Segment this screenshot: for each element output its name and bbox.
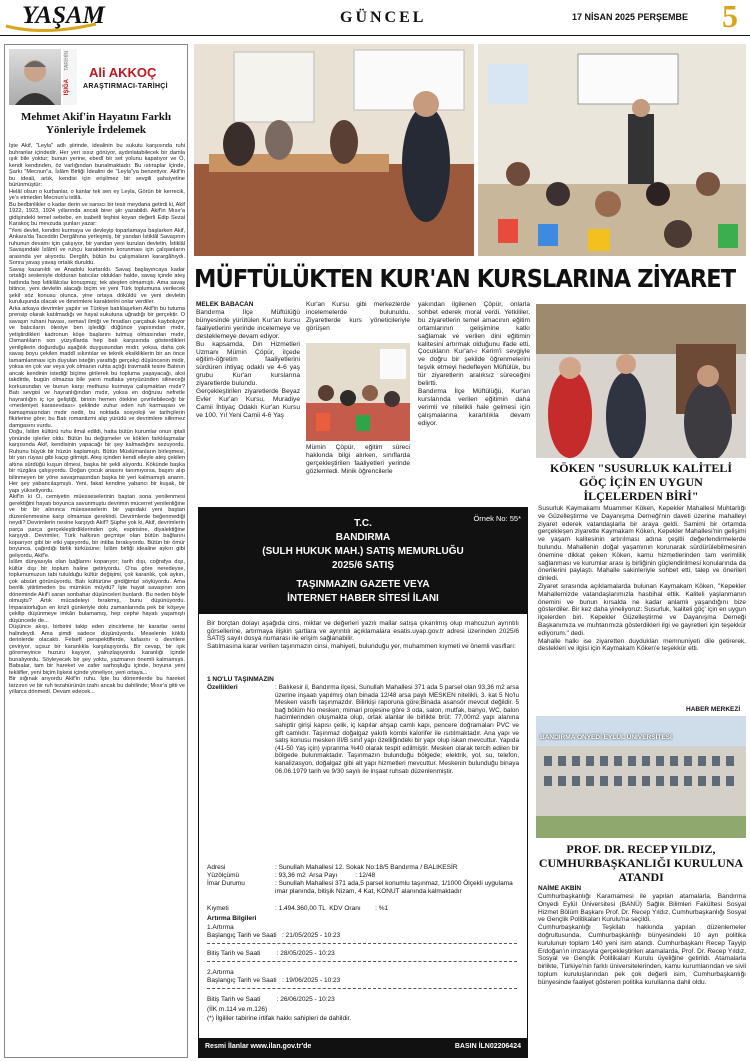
main-article-col1: Bandırma İlçe Müftülüğü bünyesinde yürütülen Kur'an kursu faaliyetlerini yerinde incelemeye ve desteklemeye devam ediyor. Bu kapsamda, Din Hizmetleri Uzmanı Mümin Çöpür, ilçede eğitim-öğretim faaliyetlerini sürdüren ihtiyaç odaklı ve 4-6 yaş grubu Kur'an kurslarına ziyaretlerde bulundu. Gerçekleştirilen ziyaretlerde Beyaz Evler Kur'an Kursu, Muradiye Camii İhtiyaç Odaklı Kur'an Kursu ve 100. Yıl Yeni Camii 4-6 Yaş <box>196 309 300 419</box>
row-label: Yüzölçümü <box>207 872 240 879</box>
masthead <box>0 0 750 36</box>
notice-features-label: Özellikleri <box>207 684 238 691</box>
notice-title-0: T.C. <box>354 518 372 529</box>
auction-1-end: Bitiş Tarih ve Saati : 28/05/2025 - 10:23 <box>207 950 335 957</box>
badge-bottom: IŞIĞA <box>64 79 70 96</box>
section-title: GÜNCEL <box>340 9 427 26</box>
banu-headline: PROF. DR. RECEP YILDIZ, CUMHURBAŞKANLIĞI KURULUNA ATANDI <box>538 842 744 884</box>
main-article-col3: yakından ilgilenen Çöpür, onlarla sohbet ederek moral verdi. Yetkililer, bu ziyaretlerin temel amacının eğitim ortamlarının gelişimine katkı sağlamak ve verilen dini eğitimin kalitesini artırmak olduğunu ifade etti. Çocukların Kur'an-ı Kerim'i sevgiyle ve doğru bir şekilde öğrenmelerini teşvik etmeyi hedefleyen Müftülük, bu tür ziyaretlerin aralıksız süreceğini belirtti. Bandırma İlçe Müftülüğü, Kur'an kurslarında verilen eğitimin daha verimli ve nitelikli hale gelmesi için çalışmalarına kararlılıkla devam ediyor. <box>418 301 530 427</box>
law-reference: (İİK m.114 ve m.126) <box>207 1006 268 1013</box>
notice-row-1 <box>207 872 519 880</box>
notice-title-1: BANDIRMA <box>335 532 391 543</box>
logo-text: YAŞAM <box>22 2 105 29</box>
notice-intro: Bir borçtan dolayı aşağıda cins, miktar ve değerleri yazılı mallar satışa çıkarılmış olup mahcuzun ayrıntılı görsellerine, artırmaya ilişkin şartlara ve ayrıntılı açıklamalara esatis.uyap.gov.tr adresi üzerinden 2025/6 SATIŞ sayılı dosya numarası ile erişim sağlanabilir. Satılmasına karar verilen taşınmazın cinsi, mahiyeti, bulunduğu yer, muhammen kıymeti ve önemli vasıfları: <box>207 620 519 650</box>
legal-notice <box>198 507 528 1058</box>
auction-2-end: Bitiş Tarih ve Saati : 26/06/2025 - 10:23 <box>207 996 335 1003</box>
auction-2-start: Başlangıç Tarih ve Saati : 19/06/2025 - 10:23 <box>207 977 341 984</box>
divider <box>207 943 517 944</box>
row-label: Kıymeti <box>207 905 229 912</box>
row-value: : Sunullah Mahallesi 371 ada,5 parsel konumlu taşınmaz, 1/1000 Ölçekli uygulama imar planında, bitişik Nizam, 4 Kat, KONUT alanında kalmaktadır <box>275 880 513 895</box>
auction-2-title: 2.Artırma <box>207 969 234 976</box>
row-value: : 1.494.360,00 TL KDV Oranı : %1 <box>275 905 389 912</box>
column-author-name: Ali AKKOÇ <box>89 65 157 80</box>
logo-swoosh-icon <box>4 2 144 32</box>
notice-title-5: İNTERNET HABER SİTESİ İLANI <box>287 593 439 604</box>
column-author-title: ARAŞTIRMACI-TARİHÇİ <box>83 83 168 90</box>
notice-footnote: (*) İlgililer tabirine irtifak hakkı sahipleri de dahildir. <box>207 1015 352 1022</box>
divider <box>207 961 517 962</box>
notice-row-3 <box>207 905 519 913</box>
page-number: 5 <box>722 0 738 34</box>
row-value: : 93,36 m2 Arsa Payı : 12/48 <box>275 872 376 879</box>
notice-number: Örnek No: 55* <box>473 514 521 523</box>
author-photo <box>9 49 61 105</box>
photo-classroom-left <box>194 44 474 256</box>
photo-koken-visit <box>536 304 746 458</box>
main-article-author: MELEK BABACAN <box>196 301 254 308</box>
photo-university <box>536 716 746 838</box>
column-body: İşte Akif, "Leyla" adlı şiirinde, idealinin bu sukutu karşısında ruhi buhranlar içindedir. Her yeri ıssız görüyor, aydınlatabilecek bir damla ışık bile yoktur; bunun yerine, ebedî bir set yolunu kapatıyor ve Ö, kendi kendinden, öz varlığından bunalmaktadır. Bu ıstıraplar içinde, Şarkı "Mecnun"a, İslâm Birliği İdealini de "Leyla"ya benzetiyor. Akif'in bu ideali, artık, kendisi için erişilmez bir sevgili şahsiyetine bürünmüştür: Helâl olsun o kurbanlar, o kanlar tek sen ey Leyla, Görün bir kerrecik, ye's etmeden Mecnun'u istilâ. Bu bedbinlikler o kadar derin ve sarsıcı bir tesir meydana getirdi ki, Akif 1922, 1923, 1924 yıllarında ancak birer şiir yazabildi. Akif'in Mısır'a gidişindeki temel sebebe, en isabetli teşhisi koyan değerli Edip Sezai Karakoç bu mevzuda şunları yazar: "Yeni devlet, kendini kurmaya ve devleyip toparlamaya başlarken Akif, Ankara'da Taceddin Dergâhına yerleşmiş, bir yandan İstiklâl Savaşının ruhunun devamı için çalışıyor, bir yandan yeni kurulan devletin, İstiklâl Savaşındaki İslâmî ve ruhçu karakterinin korunması için çalışanların arasında yer alıyordu. Dergâh, bütün bu çalışmaların karargâhıydı. Sonra yavaş yavaş ortalık duruldu. Savaş kazanıldı ve Anadolu kurtarıldı. Savaş başlayıncaya kadar ortalığı sesleniyle dolduran batıcılar oldukları halde, savaş içinde ateş hattında hep İstiklâlcılar konuşmuş; tek ateşten olmamıştı. Ama savaş bitince, yeni devletin alacağı biçim ve yeni Türk toplumuna verilecek şekil söz konusu olunca, yine ortaya döküldü ve yeni devletin kuruluşunda olacak ve devrimlere karakterini onlar verdiler. Arka arkaya devrimler yapılır ve Türkiye batılılaşırken Akif'in bu tutuma prensip olarak katılmadığı ve hayal sukutuna uğradığı bir gerçektir. O savaşın ruhani havası, semavî ilmiği ve fırsatları çarçabuk kayboluyor ve batıcıların ölesiye ben işlediği düğünce yapısından mıdır, yetiştirdikleri kadronun köşe başlarını tutmuş olmasından mıdır, Osmanlıların son yüzyıllarda hep batı karşısında gösterdikleri yenilgilerin doğurduğu aşağılık duygusundan mıdır, yoksa, daha çok savaş boyu çekilen maddî sıkıntılar ve teknik eksikliklerin bir an önce tamamlanması için duyulan isteğin yarattığı gerçekçi düşüncenin midir, yoksa en çok var veya yok olmanın ruhta açtığı travmatik tesire Batının ancak kendinin istediği biçime girilerek bu topluma yaşayacağı, aksi takdirde, bugün olmazsa bile yarın mutlaka yeryüzünden silineceği korkusundan ve bunun karşı methunu kurmaya çalışmaktan mıdır? Batı sevgisi ve hayranlığından mıdır, yoksa en doğrusu nefretle hayranlığın iç içe geliştiği, birinin hemen ötekine çevrilebileceği bir «medeniyet karasevdası» şeklinde zuhur eden ruh karmaşası ve kamaşmasından mıdır nedir, bu noktada sosyoloji ve tarihçilerin fikirlerine göre; bu Batı romantizmi alıp yürüdü ve devrimlere silinmez damgasını vurdu. Doğu, İslâm kültürü ruhu ilmal edildi, hatta bütün kurumlar onun iptali yönünde işlerler oldu. Bütün bu değişmeler ve köklen farklılaşmalar karşısında Akif, kendisinin yapacağı bir şey kalmadığını sezuyordu. Ruhunu büyük bir hüzün kaplamıştı. Bütün Müslümanların birleşmesi, bir yarı rüyası gibi kaçıp gitmişti. Ateş içinden kendi elleyle ateş çekilen altına sürdüğü kuşun ölmesi, başka bir şekli alıyordu. Kökünde başka bir rüzgâra çalışıyordu. Doğan çocuk anasını tanımıyorsa, başını alıp bilinmeyen bir yöne savaşmasından başka bir yeri kalmamıştı anarın. Her şey yabancılaşmıştı. Yeni, fakat kendine yabancı bir kuşak, bir yapı yükseliyordu. Akif'in ki O, cemiyetin müesseselerinin baştan sona yenilenmesi gerektiğini hayatı boyunca savunmuştu devrimin mücerret yenilenliğine ve bir bir alınınca müesseselerin bir yapıdaki yeni baştan düzenlenmesine karşı olmaması gerekirdi. Devrimlerde beğenmediği neydi? Devrimlerin nesine karşıydı Akif? Şüphe yok ki, Akif, devrimlerin parça parça gerçekleştirdiklerinden çok, espirisine, diyalektiğine karşıydı. Devrimler, Türk halkının geçmişe olan bütün bağlarını koparıyor gibi bir etki yapıyordu, bir intiba bırakıyordu. Bütün bir ömür boyunca, çağırdığı birlik türküsüne; İslâm birliği idealine aykırı gibi geliyordu, Akif'e. İslâm dünyasıyla olan bağlarını koparıyor; tarih dışı, coğrafya dışı, kültür dışı bir toplum haline getiriyordu. O'na göre neredeyse, toplumumuzun tabi tutulduğu kültür değişimi, çok karanlık, çok aykırı, çok absürt görünüyordu. Batı kültürüne girdiğimizi söylüyordu. Ama benlik yitirilmeden bu mümkün müydü? İşte hayat savaşının son döneminde Akif'i saran sonbahar düşünceleri bunlardı. Bu neden böyle olmuştu? Artık mücadeleyi bırakmış, bunu düşünüyordu. İmparatorluğun en krizli günleriyle dolu zamanlarında pek bir köşeye çekilip düşünmeye imkân bulamamış, hep cephe hayatı yaşamıştı düşüncede de... Düşünce akışı, birbirini takip eden zincirleme bir kararlar serisi halindeydi. Ama şimdi sadece düşünüyordu. Meselenin köklü derinlerde olacaktı. Felsefî perspektiflerde, kafasını o devrilere çeviriyor, uçsuz bir karanlıkla karşılaşıyordu. Bir cevap, bir ışık göremeyince huzuru kayıyor, yalnızlaşıyordu karanlığı içinde bunalıyordu. Söyleyecek bir şey yoktu, yazmanın önemli kalmamıştı. Babıalar, tam bir hareket ve zafer sarhoşluğu içinde, boyuna yeni tekliifler, yeni biçim lişkesi içinde yöneliyor, yeni ortaya... Bir sığınak arıyordu Akif'in ruhu. İşte bu dönemlerde bu hareket tarzının ve bir ruh tezahürünün izahı ancak bu dahilinde; Mısır'a gitti ve yıllarca dönmedi. Devam edecek... <box>9 143 185 695</box>
main-article-col2-bottom: Mümin Çöpür, eğitim süreci hakkında bilgi alırken, sınıflarda gerçekleştirilen faaliyetleri yerinde gözlemledi. Minik öğrencilerle <box>306 444 410 475</box>
column-box <box>4 44 188 1058</box>
notice-footer <box>199 1038 527 1057</box>
divider <box>207 988 517 989</box>
row-value: : Sunullah Mahallesi 12. Sokak No:18/5 Bandırma / BALIKESİR <box>275 864 458 871</box>
university-sign: BANDIRMA ONYEDİ EYLÜL ÜNİVERSİTESİ <box>540 734 672 741</box>
notice-footer-left[interactable]: Resmi İlanlar www.ilan.gov.tr'de <box>205 1043 312 1050</box>
photo-kids-class <box>306 343 410 441</box>
auction-1-title: 1.Artırma <box>207 924 234 931</box>
photo-classroom-right <box>478 44 746 256</box>
notice-title-2: (SULH HUKUK MAH.) SATIŞ MEMURLUĞU <box>262 546 464 557</box>
notice-footer-right: BASIN İLN02206424 <box>454 1043 521 1050</box>
banu-body: Cumhurbaşkanlığı Kararnamesi ile yapılan atamalarla, Bandırma Onyedi Eylül Üniversitesi (BANÜ) Sağlık Bilimleri Fakültesi Sosyal Hizmet Bölüm Başkanı Prof. Dr. Recep Yıldız, Cumhurbaşkanlığı Sosyal ve Gençlik Politikaları Kurulu'na seçildi. Cumhurbaşkanlığı Teşkilatı hakkında yapılan düzenlemeler doğrultusunda, Cumhurbaşkanlığı bünyesindeki 10 ayrı politika kurulunun toplam 140 yeni isim atandı. Cumhurbaşkanı Recep Tayyip Erdoğan'ın imzasıyla gerçekleştirilen atamalarda, Prof. Dr. Recep Yıldız, Sosyal ve Gençlik Politikaları Kurulu üyeliğine getirildi. Atamalarla birlikte, Türkiye'nin farklı üniversitelerinden, kamu kurumlarından ve sivil toplum kuruluşlarından pek çok değerli isim, Cumhurbaşkanlığı bünyesinde faaliyet gösteren politika kurullarına dahil oldu. <box>538 893 746 986</box>
notice-item-heading: 1 NO'LU TAŞINMAZIN <box>207 676 274 683</box>
auction-heading: Artırma Bilgileri <box>207 915 257 922</box>
main-headline: MÜFTÜLÜKTEN KUR'AN KURSLARINA ZİYARET <box>194 264 736 293</box>
koken-credit: HABER MERKEZİ <box>686 706 741 713</box>
main-article-col2-top: Kur'an Kursu gibi merkezlerde incelemelerde bulunuldu. Ziyaretlerde kurs yöneticileriyle görüşen <box>306 301 410 332</box>
badge-top: TARİHİN <box>64 51 70 71</box>
notice-row-2 <box>207 880 519 895</box>
issue-date: 17 NİSAN 2025 PERŞEMBE <box>572 12 689 22</box>
auction-1-start: Başlangıç Tarih ve Saati : 21/05/2025 - 10:23 <box>207 932 341 939</box>
row-label: İmar Durumu <box>207 880 245 887</box>
notice-title-4: TAŞINMAZIN GAZETE VEYA <box>296 579 430 590</box>
row-label: Adresi <box>207 864 226 871</box>
column-headline: Mehmet Akif'in Hayatını Farklı Yönleriyle İrdelemek <box>20 111 172 136</box>
logo[interactable] <box>4 2 144 32</box>
notice-row-0 <box>207 864 519 872</box>
notice-title-3: 2025/6 SATIŞ <box>331 560 395 571</box>
koken-headline: KÖKEN "SUSURLUK KALİTELİ GÖÇ İÇİN EN UYGUN İLÇELERDEN BİRİ" <box>549 461 733 503</box>
notice-header <box>199 508 527 614</box>
koken-body: Susurluk Kaymakamı Muammer Köken, Kepekler Mahallesi Muhtarlığı ve Güzelleştirme ve Dayanışma Derneği'nin daveti üzerine mahalleyi ziyaret ederek vatandaşlarla bir araya geldi. Samimi bir ortamda gerçekleşen ziyarette Kaymakam Köken, Kepekler Mahallesi'nin gelişimi ve yaşam kalitesinin artırılması adına çeşitli değerlendirmelerde bulundu. Mahallenin doğal yaşamının korunarak sürdürülebilmesinin önemine dikkat çeken Köken, kamu hizmetlerinden tam verimlilik sağlanması ve kurumlar arası iş birliğinin güçlendirilmesi konularında da önerilerini paylaştı. Mahalle sakinleriyle sohbet etti, talep ve önerileri dinledi. Ziyaret sırasında açıklamalarda bulunan Kaymakam Köken, "Kepekler Mahallemizde vatandaşlarımızla hasbihal ettik. Kaliteli yaşlanmanın önemini ve bunun kırsalda ne kadar anlamlı yaşandığını bize gösterdiler. Bir kez daha yineliyoruz: Susurluk, 'kaliteli göç' için en uygun ilçelerden biri. Kepekler Güzelleştirme ve Dayanışma Derneği Başkanımıza ve muhtarımıza gösterdikleri ilgi ve gayretleri için teşekkür ediyorum." dedi. Mahalle halkı ise ziyaretten duydukları memnuniyeti dile getirerek, destekleri ve ilgisi için Kaymakam Köken'e teşekkür etti. <box>538 505 746 653</box>
column-badge <box>63 49 77 105</box>
banu-author: NAİME AKBİN <box>538 885 582 892</box>
notice-features: : Balıkesir il, Bandırma ilçesi, Sunullah Mahallesi 371 ada 5 parsel olan 93,36 m2 arsa üzerine inşaatı yapılmış olan binada 12/48 arsa paylı MESKEN nitelikli, 3. kat 5 No'lu Mesken vasıflı taşınmazdır. Bilirkişi raporuna göre;Binada asansör mevcut değildir. 5 bağ bölüm No mesken; mimari projesine göre 3 oda, salon, mutfak, banyo, WC, balon hacimlerinden oluşmakta olup, ortak alanlar ile birlikte brüt: 77,00m2 yapı alanına sahiptir girişi kapısı çelik, iç kapılar ahşap camlı kapı, pencere doğramaları PVC ve gift camlıdır. Taşınmaz doğalgaz yakıtlı kombi kalorifer ile ısıtılmaktadır. Ana yapı ve satış konusu mesken III/B sınıf yapı özelliğindeki bir yapı olup iskan mevcuttur. Yapıda (41-50 Yaş için) yıpranma %40 olarak tespit edilmiştir. Mesken olarak tercih edilen bir bölgede bulunmaktadır. Taşınmazın bulunduğu bölgede; elektrik, yol, su, telefon, kanalizasyon, doğalgaz gibi alt yapı hizmetleri mevcuttur. Meskenin bulunduğu binaya 06.06.1979 tarih ve 9/30 sayılı ile inşaat ruhsatı düzenlenmiştir. <box>275 684 519 775</box>
